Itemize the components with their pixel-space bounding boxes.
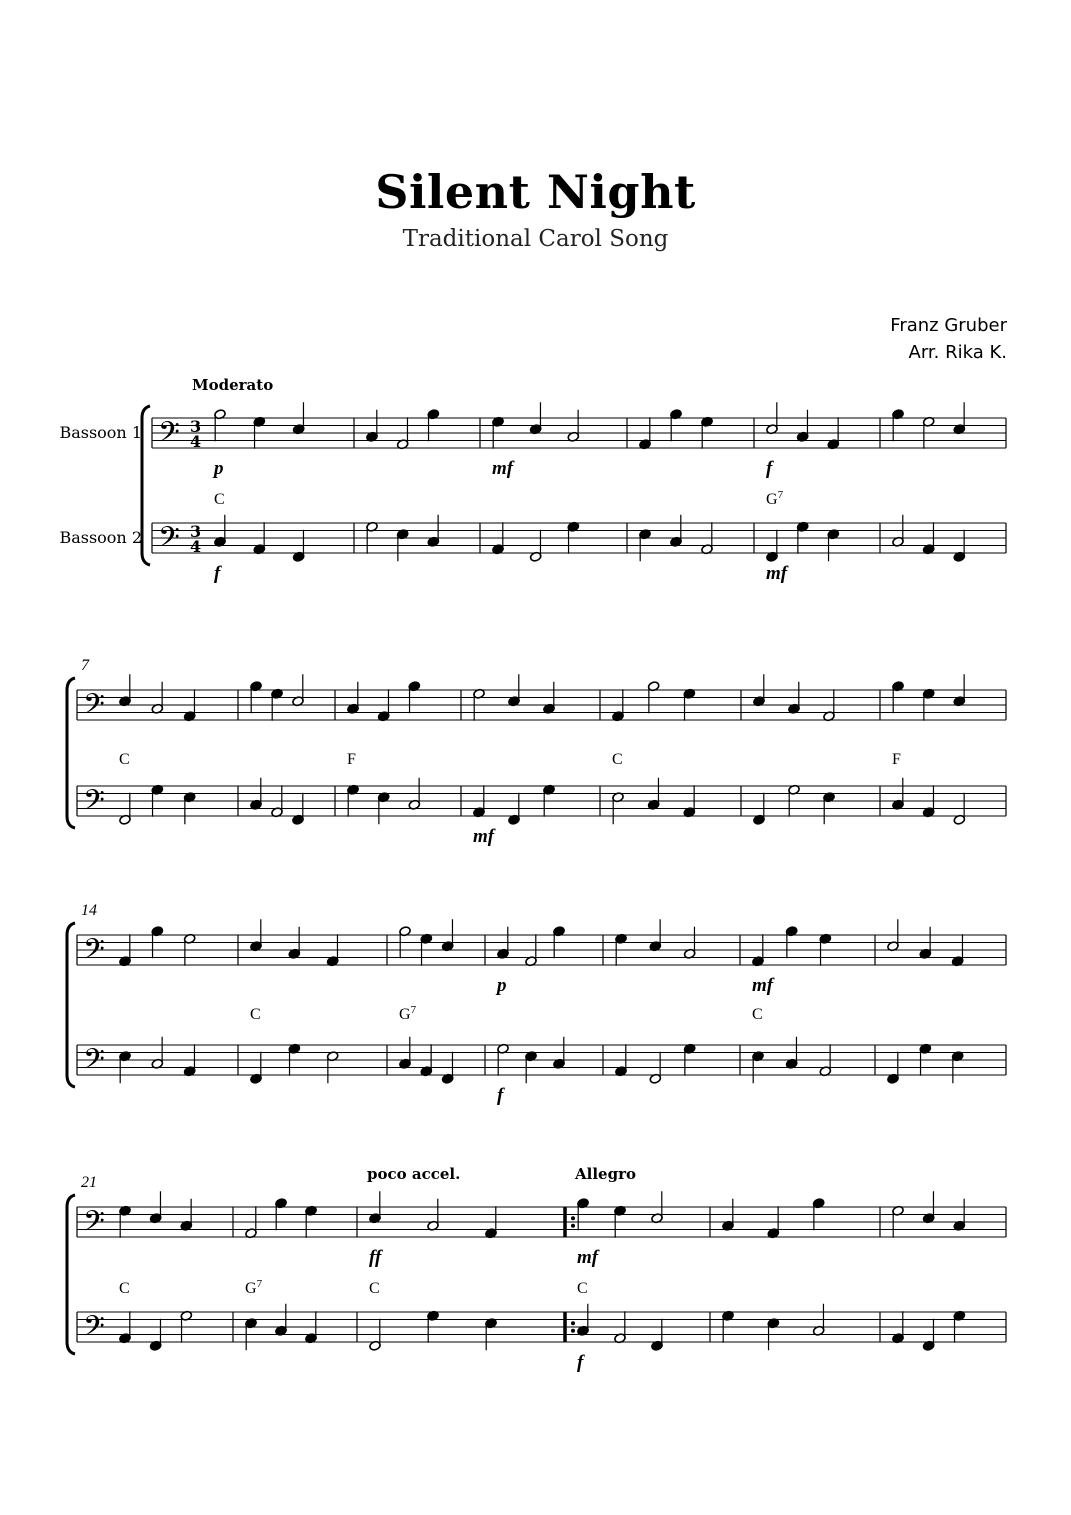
composer-name: Franz Gruber [890,315,1007,336]
chord-symbol: C [250,1006,261,1023]
chord-symbol: $G^7$ [766,489,784,508]
measure-number: 14 [81,902,97,919]
system-bracket [142,406,150,565]
repeat-dot [571,1224,575,1228]
chord-symbol: C [752,1006,763,1023]
instrument-label-2: Bassoon 2 [59,528,142,547]
repeat-dot [571,1329,575,1333]
system-bracket [67,923,75,1087]
dynamic-upper: p [214,458,224,479]
dynamic-lower: f [497,1085,504,1106]
bass-clef-icon: 𝄢 [83,688,105,728]
chord-symbol: $G^7$ [399,1004,417,1023]
chord-symbol: C [119,751,130,768]
bass-clef-icon: 𝄢 [158,521,180,561]
bass-clef-icon: 𝄢 [83,784,105,824]
dynamic-upper: f [766,458,773,479]
dynamic-upper: mf [492,458,514,479]
dynamic-upper: ff [369,1247,382,1268]
dynamic-lower: f [577,1352,584,1373]
dynamic-upper: p [497,975,507,996]
bass-clef-icon: 𝄢 [83,1310,105,1350]
dynamic-upper: mf [752,975,774,996]
bass-clef-icon: 𝄢 [83,1205,105,1245]
system-bracket [67,1195,75,1354]
bass-clef-icon: 𝄢 [83,1043,105,1083]
system-bracket [67,678,75,828]
chord-symbol: C [612,751,623,768]
score-subtitle: Traditional Carol Song [402,226,669,252]
score-title: Silent Night [375,165,696,219]
chord-symbol: C [577,1280,588,1297]
dynamic-upper: mf [577,1247,599,1268]
bass-clef-icon: 𝄢 [83,933,105,973]
dynamic-lower: mf [766,563,788,584]
time-signature-bottom: 4 [190,432,202,451]
measure-number: 21 [81,1174,97,1191]
measure-number: 7 [81,657,89,674]
time-signature-bottom: 4 [190,537,202,556]
time-signature-top: 3 [190,417,202,436]
dynamic-lower: mf [473,826,495,847]
tempo-marking: poco accel. [367,1165,461,1183]
instrument-label-1: Bassoon 1 [59,423,142,442]
chord-symbol: C [214,491,225,508]
chord-symbol: F [892,751,901,768]
dynamic-lower: f [214,563,221,584]
bass-clef-icon: 𝄢 [158,416,180,456]
repeat-dot [571,1216,575,1220]
repeat-dot [571,1321,575,1325]
chord-symbol: C [369,1280,380,1297]
chord-symbol: C [119,1280,130,1297]
time-signature-top: 3 [190,522,202,541]
tempo-marking: Allegro [575,1165,636,1183]
chord-symbol: F [347,751,356,768]
chord-symbol: $G^7$ [245,1278,263,1297]
arranger-name: Arr. Rika K. [908,342,1007,363]
tempo-marking: Moderato [192,376,274,394]
